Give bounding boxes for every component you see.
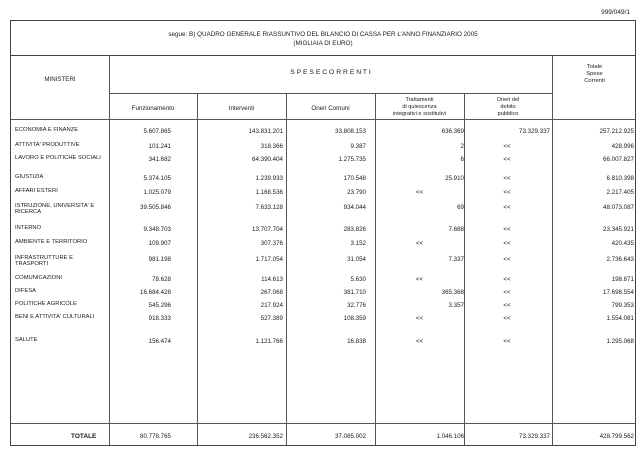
header-trattamenti-3: integrativi e sostitutivi bbox=[392, 111, 447, 117]
row-label: ECONOMIA E FINANZE bbox=[15, 127, 79, 133]
cell-totale: 799.353 bbox=[611, 302, 634, 309]
cell-interventi: 1.717.054 bbox=[255, 256, 283, 263]
header-spese-correnti: S P E S E C O R R E N T I bbox=[290, 69, 371, 76]
cell-oneri-debito: << bbox=[503, 302, 511, 309]
summary-table bbox=[10, 20, 636, 446]
cell-trattamenti: 365.368 bbox=[441, 289, 464, 296]
cell-interventi: 318.366 bbox=[260, 143, 283, 150]
cell-funzionamento: 78.628 bbox=[152, 276, 171, 283]
cell-funzionamento: 918.333 bbox=[148, 315, 171, 322]
header-oneri-debito-2: debito bbox=[500, 104, 516, 110]
totals-oneri-debito: 73.329.337 bbox=[519, 433, 550, 440]
cell-oneri-debito: << bbox=[503, 289, 511, 296]
cell-interventi: 307.376 bbox=[260, 240, 283, 247]
cell-trattamenti: << bbox=[415, 315, 424, 322]
cell-trattamenti: 2 bbox=[460, 143, 464, 150]
table-title: segue: B) QUADRO GENERALE RIASSUNTIVO DEL BILANCIO DI CASSA PER L'ANNO FINANZIARIO 2005 bbox=[168, 31, 478, 38]
header-oneri-comuni: Oneri Comuni bbox=[311, 105, 350, 112]
cell-totale: 428.996 bbox=[611, 143, 634, 150]
cell-oneri-debito: << bbox=[503, 276, 511, 283]
cell-trattamenti: << bbox=[415, 338, 424, 345]
cell-funzionamento: 5.374.105 bbox=[143, 175, 171, 182]
cell-interventi: 64.390.404 bbox=[252, 156, 283, 163]
cell-trattamenti: 7.337 bbox=[448, 256, 464, 263]
cell-totale: 2.736.643 bbox=[606, 256, 634, 263]
cell-funzionamento: 545.296 bbox=[148, 302, 171, 309]
header-bottom-line bbox=[11, 119, 635, 120]
cell-funzionamento: 109.907 bbox=[148, 240, 171, 247]
cell-totale: 420.435 bbox=[611, 240, 634, 247]
cell-oneri-comuni: 381.710 bbox=[343, 289, 366, 296]
table-title-block bbox=[11, 21, 635, 56]
cell-oneri-comuni: 5.630 bbox=[350, 276, 366, 283]
header-trattamenti-2: di quiescenza bbox=[402, 104, 437, 110]
cell-trattamenti: 3.357 bbox=[448, 302, 464, 309]
header-totale-2: Spese bbox=[586, 71, 603, 77]
cell-oneri-debito: << bbox=[503, 315, 511, 322]
row-label: DIFESA bbox=[15, 288, 36, 294]
row-label: LAVORO E POLITICHE SOCIALI bbox=[15, 155, 101, 161]
totals-trattamenti: 1.046.106 bbox=[436, 433, 464, 440]
cell-interventi: 1.121.766 bbox=[255, 338, 283, 345]
column-divider bbox=[109, 55, 110, 445]
totals-interventi: 236.562.352 bbox=[248, 433, 283, 440]
cell-oneri-comuni: 170.548 bbox=[343, 175, 366, 182]
column-divider bbox=[552, 55, 553, 445]
cell-totale: 1.295.068 bbox=[606, 338, 634, 345]
cell-oneri-comuni: 934.044 bbox=[343, 204, 366, 211]
row-label: SALUTE bbox=[15, 337, 38, 343]
cell-trattamenti: 6 bbox=[460, 156, 464, 163]
cell-interventi: 267.068 bbox=[260, 289, 283, 296]
cell-totale: 66.007.827 bbox=[603, 156, 634, 163]
row-label: AMBIENTE E TERRITORIO bbox=[15, 239, 88, 245]
cell-oneri-comuni: 32.776 bbox=[347, 302, 366, 309]
header-ministeri: MINISTERI bbox=[44, 76, 76, 83]
cell-trattamenti: << bbox=[415, 240, 424, 247]
cell-interventi: 114.613 bbox=[261, 276, 283, 283]
cell-oneri-debito: << bbox=[503, 156, 511, 163]
header-trattamenti-1: Trattamenti bbox=[405, 97, 434, 103]
cell-interventi: 13.707.704 bbox=[252, 226, 283, 233]
cell-trattamenti: << bbox=[415, 276, 424, 283]
header-funzionamento: Funzionamento bbox=[131, 105, 175, 112]
cell-oneri-debito: << bbox=[503, 338, 511, 345]
row-label: ATTIVITA' PRODUTTIVE bbox=[15, 142, 80, 148]
row-label: ISTRUZIONE, UNIVERSITA' E RICERCA bbox=[15, 203, 95, 216]
totals-totale: 428.799.562 bbox=[599, 433, 634, 440]
cell-totale: 17.698.554 bbox=[603, 289, 634, 296]
row-label: POLITICHE AGRICOLE bbox=[15, 301, 77, 307]
cell-trattamenti: 25.910 bbox=[445, 175, 464, 182]
totals-oneri-comuni: 37.085.002 bbox=[335, 433, 366, 440]
cell-oneri-debito: << bbox=[503, 143, 511, 150]
cell-oneri-debito: << bbox=[503, 226, 511, 233]
header-oneri-debito-1: Oneri del bbox=[496, 97, 520, 103]
cell-totale: 6.810.398 bbox=[606, 175, 634, 182]
header-interventi: Interventi bbox=[228, 105, 255, 112]
cell-funzionamento: 101.241 bbox=[148, 143, 171, 150]
cell-trattamenti: 7.688 bbox=[448, 226, 464, 233]
cell-funzionamento: 156.474 bbox=[148, 338, 171, 345]
cell-totale: 23.345.921 bbox=[603, 226, 634, 233]
cell-oneri-comuni: 1.275.735 bbox=[338, 156, 366, 163]
cell-oneri-debito: << bbox=[503, 175, 511, 182]
cell-interventi: 7.633.128 bbox=[255, 204, 283, 211]
cell-funzionamento: 39.505.846 bbox=[140, 204, 171, 211]
cell-oneri-comuni: 9.387 bbox=[350, 143, 366, 150]
table-subtitle: (MIGLIAIA DI EURO) bbox=[293, 40, 353, 47]
cell-interventi: 1.239.933 bbox=[255, 175, 283, 182]
cell-interventi: 217.924 bbox=[260, 302, 283, 309]
row-label: GIUSTIZIA bbox=[15, 174, 44, 180]
cell-oneri-comuni: 283.826 bbox=[343, 226, 366, 233]
cell-interventi: 1.168.536 bbox=[255, 189, 283, 196]
cell-oneri-comuni: 108.359 bbox=[343, 315, 366, 322]
cell-funzionamento: 341.682 bbox=[148, 156, 171, 163]
cell-oneri-debito: << bbox=[503, 240, 511, 247]
cell-totale: 1.554.081 bbox=[606, 315, 634, 322]
cell-totale: 198.871 bbox=[611, 276, 634, 283]
cell-trattamenti: 636.369 bbox=[441, 128, 464, 135]
row-label: COMUNICAZIONI bbox=[15, 275, 63, 281]
cell-interventi: 143.831.201 bbox=[248, 128, 283, 135]
cell-trattamenti: 69 bbox=[457, 204, 464, 211]
row-label: INTERNO bbox=[15, 225, 42, 231]
cell-oneri-comuni: 23.790 bbox=[347, 189, 366, 196]
cell-trattamenti: << bbox=[415, 189, 424, 196]
cell-oneri-comuni: 16.838 bbox=[347, 338, 366, 345]
cell-totale: 2.217.405 bbox=[606, 189, 634, 196]
cell-oneri-debito: << bbox=[503, 189, 511, 196]
cell-totale: 48.073.087 bbox=[603, 204, 634, 211]
cell-funzionamento: 9.348.703 bbox=[143, 226, 171, 233]
cell-interventi: 527.389 bbox=[260, 315, 283, 322]
cell-oneri-comuni: 31.054 bbox=[347, 256, 366, 263]
cell-oneri-debito: << bbox=[503, 204, 511, 211]
totals-label: TOTALE bbox=[71, 433, 97, 440]
document-code: 999/049/1 bbox=[601, 9, 630, 16]
cell-oneri-debito: << bbox=[503, 256, 511, 263]
cell-funzionamento: 16.684.428 bbox=[140, 289, 171, 296]
cell-oneri-comuni: 33.808.153 bbox=[335, 128, 366, 135]
row-label: INFRASTRUTTURE E TRASPORTI bbox=[15, 255, 73, 268]
cell-oneri-debito: 73.329.337 bbox=[519, 128, 550, 135]
row-label: BENI E ATTIVITA' CULTURALI bbox=[15, 314, 95, 320]
header-oneri-debito-3: pubblico bbox=[497, 111, 519, 117]
header-totale-3: Correnti bbox=[584, 78, 605, 84]
totals-funzionamento: 80.778.765 bbox=[140, 433, 171, 440]
cell-funzionamento: 1.025.079 bbox=[143, 189, 171, 196]
cell-funzionamento: 5.607.865 bbox=[143, 128, 171, 135]
row-label: AFFARI ESTERI bbox=[15, 188, 58, 194]
header-totale-1: Totale bbox=[586, 64, 603, 70]
totals-top-line bbox=[11, 423, 635, 424]
cell-totale: 257.212.925 bbox=[599, 128, 634, 135]
cell-funzionamento: 981.198 bbox=[148, 256, 171, 263]
cell-oneri-comuni: 3.152 bbox=[350, 240, 366, 247]
header-divider bbox=[109, 93, 552, 94]
